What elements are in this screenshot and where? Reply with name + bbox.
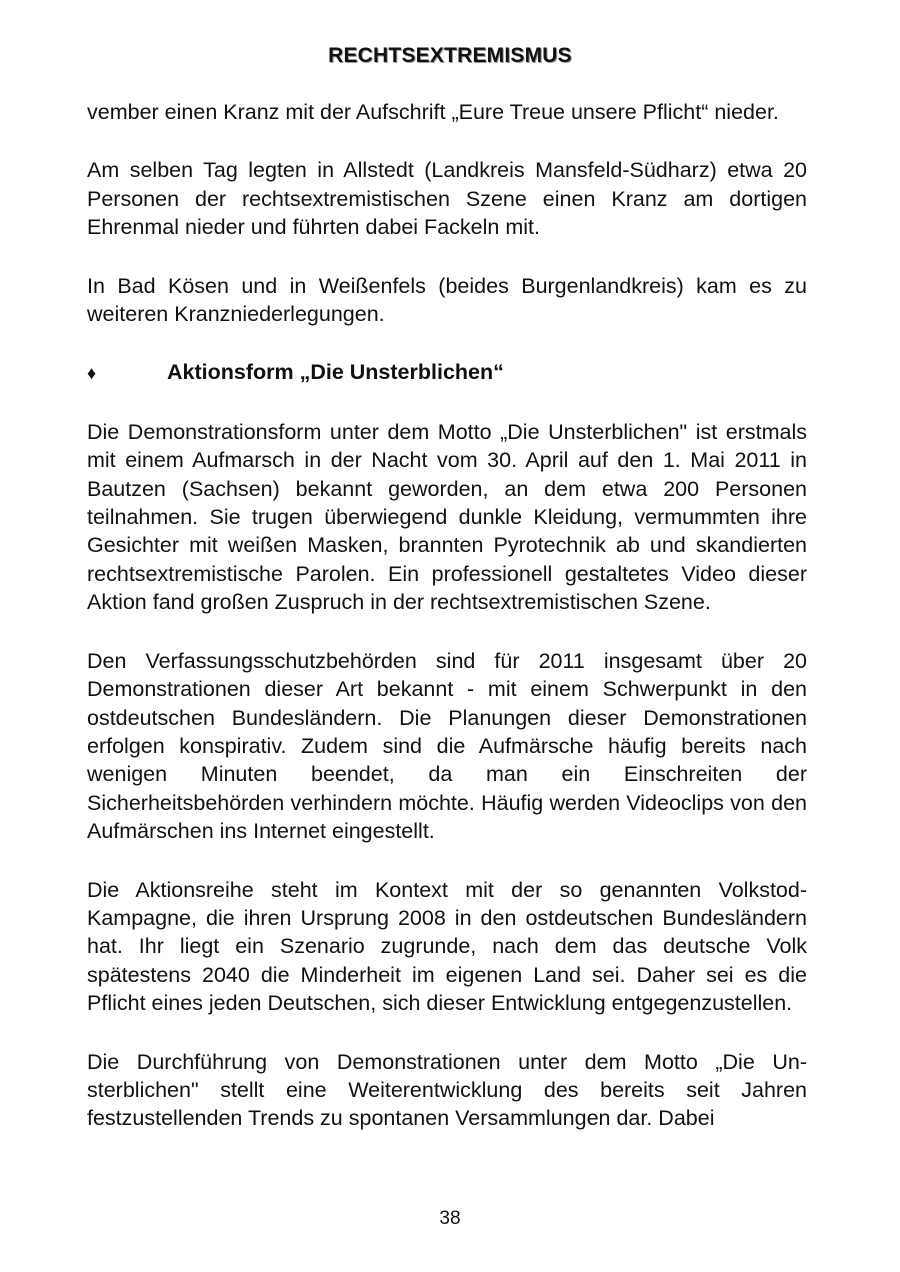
paragraph-3: In Bad Kösen und in Weißenfels (beides Burgenlandkreis) kam es zu weiteren Kranzniederlegungen. (87, 273, 807, 327)
diamond-bullet-icon: ♦ (87, 363, 97, 384)
body-text (87, 98, 807, 1133)
section-heading-text: Aktionsform „Die Unsterblichen“ (167, 360, 504, 385)
running-header: RECHTSEXTREMISMUS (328, 44, 572, 67)
paragraph-7: Die Durchführung von Demonstrationen unter dem Motto „Die Unsterblichen" stellt eine Weiterentwicklung des bereits seit Jahren festzustellenden Trends zu spontanen Versammlungen dar. Dabei (87, 1049, 807, 1131)
paragraph-4: Die Demonstrationsform unter dem Motto „Die Unsterblichen" ist erstmals mit einem Aufmarsch in der Nacht vom 30. April auf den 1. Mai 2011 in Bautzen (Sachsen) bekannt geworden, an dem etwa 200 Personen teilnahmen. Sie trugen überwiegend dunkle Kleidung, vermummten ihre Gesichter mit weißen Masken, brannten Pyrotechnik ab und skandierten rechtsextremistische Parolen. Ein professionell gestaltetes Video dieser Aktion fand großen Zuspruch in der rechtsextremistischen Szene. (87, 419, 807, 615)
paragraph-2: Am selben Tag legten in Allstedt (Landkreis Mansfeld-Südharz) etwa 20 Personen der rechtsextremistischen Szene einen Kranz am dortigen Ehrenmal nieder und führten dabei Fackeln mit. (87, 158, 807, 240)
paragraph-6: Die Aktionsreihe steht im Kontext mit der so genannten Volkstod-Kampagne, die ihren Ursprung 2008 in den ostdeutschen Bundesländern hat. Ihr liegt ein Szenario zugrunde, nach dem das deutsche Volk spätestens 2040 die Minderheit im eigenen Land sei. Daher sei es die Pflicht eines jeden Deutschen, sich dieser Entwicklung entgegenzustellen. (87, 877, 807, 1016)
page-number: 38 (439, 1208, 461, 1229)
section-heading (87, 358, 807, 387)
paragraph-1: vember einen Kranz mit der Aufschrift „Eure Treue unsere Pflicht“ nieder. (87, 100, 779, 124)
paragraph-5: Den Verfassungsschutzbehörden sind für 2011 insgesamt über 20 Demonstrationen dieser Art bekannt - mit einem Schwerpunkt in den ostdeutschen Bundesländern. Die Planungen dieser Demonstrationen erfolgen konspirativ. Zudem sind die Aufmärsche häufig bereits nach wenigen Minuten beendet, da man ein Einschreiten der Sicherheitsbehörden verhindern möchte. Häufig werden Videoclips von den Aufmärschen ins Internet eingestellt. (87, 648, 807, 844)
